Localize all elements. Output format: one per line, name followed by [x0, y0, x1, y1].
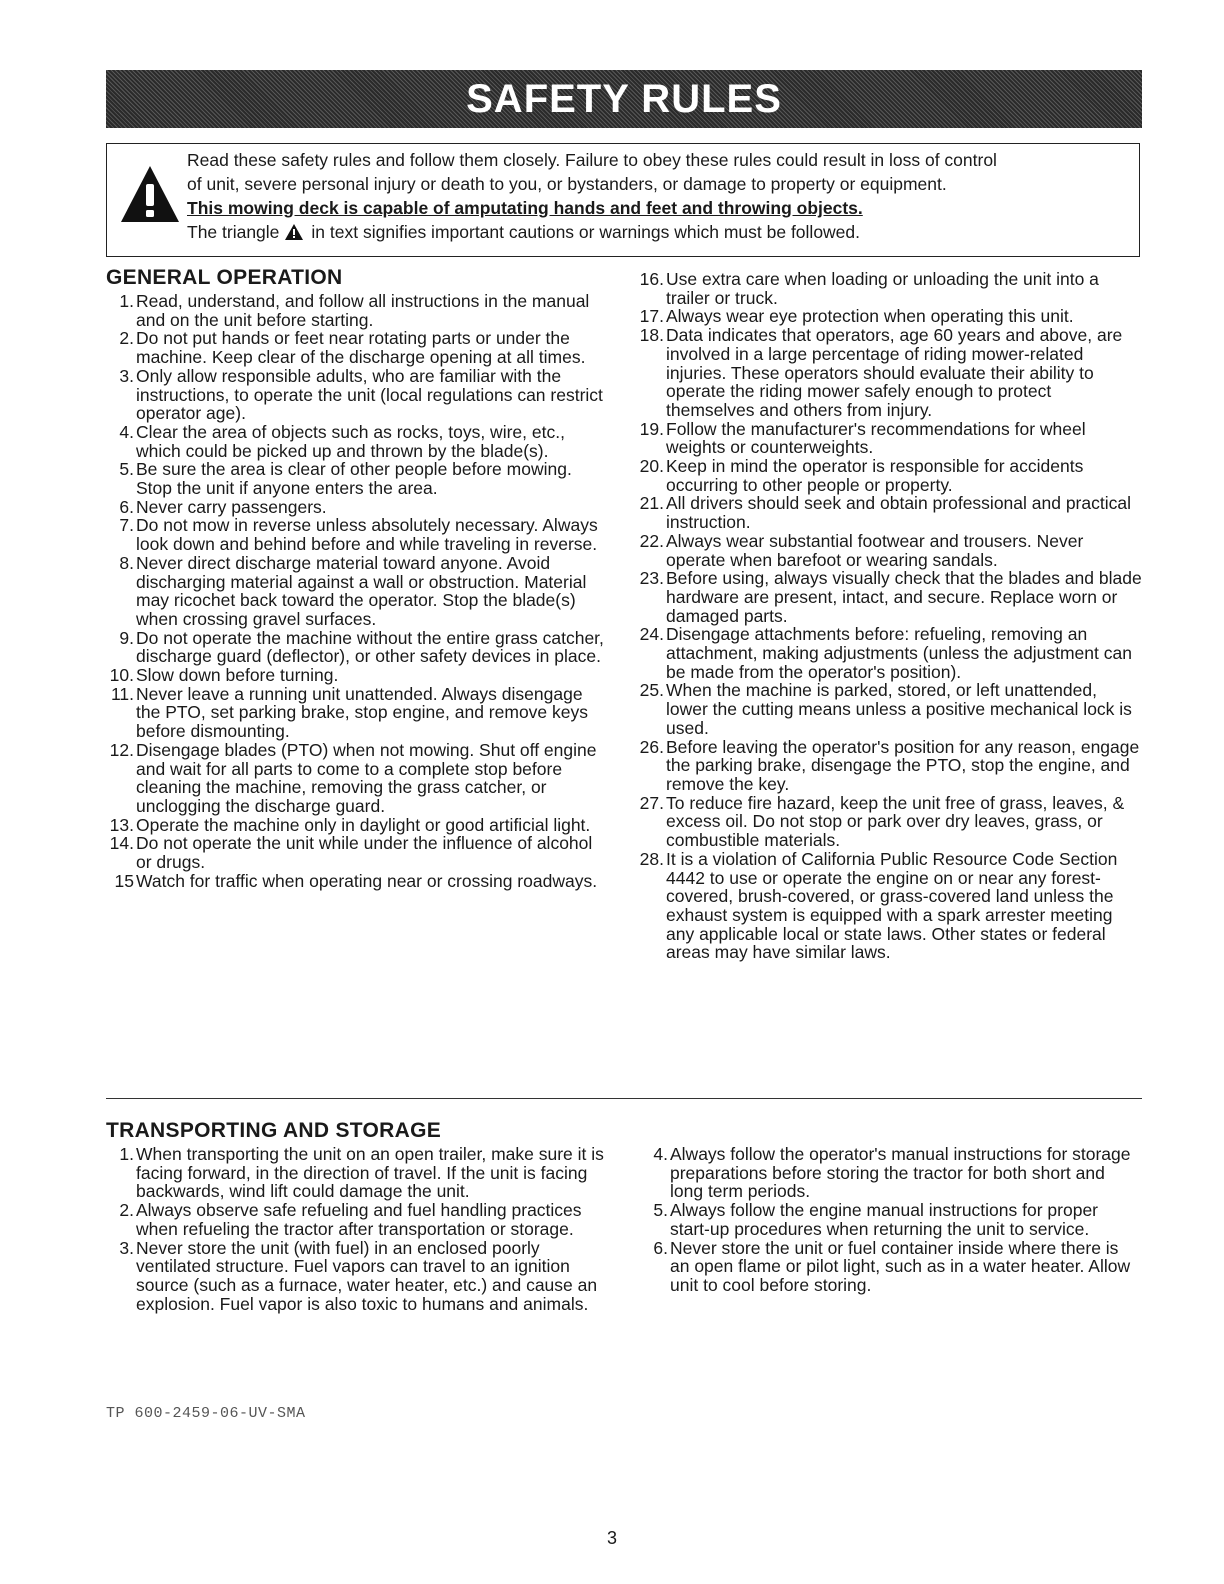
list-item [106, 834, 611, 871]
transport-list-right [640, 1145, 1142, 1295]
item-text: Do not mow in reverse unless absolutely necessary. Always look down and behind before and while traveling in reverse. [136, 515, 598, 555]
item-text: Never store the unit (with fuel) in an enclosed poorly ventilated structure. Fuel vapors can travel to an ignition source (such as a furnace, water heater, etc.) and cause an explosion. Fuel vapor is also toxic to humans and animals. [136, 1237, 598, 1314]
item-number: 13. [109, 814, 134, 835]
general-list-right [636, 270, 1142, 962]
list-item [640, 1239, 1142, 1295]
item-text: Use extra care when loading or unloading the unit into a trailer or truck. [666, 269, 1099, 308]
item-number: 21. [639, 493, 664, 514]
item-text: Always wear substantial footwear and trousers. Never operate when barefoot or wearing sandals. [666, 530, 1084, 570]
item-number: 6. [653, 1237, 668, 1258]
item-text: Read, understand, and follow all instructions in the manual and on the unit before starting. [136, 291, 590, 330]
list-item [636, 457, 1142, 494]
item-text: Disengage blades (PTO) when not mowing. Shut off engine and wait for all parts to come to a complete stop before cleaning the machine, removing the grass catcher, or unclogging the discharge guard. [136, 739, 597, 816]
section-divider [106, 1098, 1142, 1099]
list-item [636, 625, 1142, 681]
list-item [636, 738, 1142, 794]
list-item [106, 498, 611, 517]
item-text: Operate the machine only in daylight or good artificial light. [136, 814, 591, 835]
item-number: 25. [639, 680, 664, 701]
item-number: 6. [119, 496, 134, 517]
list-item [106, 685, 611, 741]
item-number: 26. [639, 736, 664, 757]
item-number: 12. [109, 739, 134, 760]
list-item [636, 794, 1142, 850]
item-number: 5. [653, 1200, 668, 1221]
list-item [636, 850, 1142, 962]
warning-bold-line: This mowing deck is capable of amputating hands and feet and throwing objects. [187, 198, 863, 218]
general-operation-right [636, 270, 1142, 962]
list-item [106, 629, 611, 666]
warning-box [106, 143, 1140, 257]
triangle-note-before: The triangle [187, 222, 280, 242]
item-number: 9. [119, 627, 134, 648]
item-text: Disengage attachments before: refueling, removing an attachment, making adjustments (unless the adjustment can be made from the operator's position). [666, 624, 1132, 682]
warning-triangle-icon [119, 164, 181, 224]
list-item [106, 367, 611, 423]
item-number: 16. [639, 269, 664, 289]
item-number: 20. [639, 456, 664, 477]
item-number: 24. [639, 624, 664, 645]
item-text: Always wear eye protection when operating this unit. [666, 306, 1074, 327]
item-number: 19. [639, 418, 664, 439]
list-item [640, 1201, 1142, 1238]
item-number: 17. [639, 306, 664, 327]
item-text: Do not put hands or feet near rotating parts or under the machine. Keep clear of the discharge opening at all times. [136, 328, 586, 368]
item-number: 1. [119, 291, 134, 311]
section-heading-transport: TRANSPORTING AND STORAGE [106, 1119, 442, 1142]
warning-line-1: Read these safety rules and follow them closely. Failure to obey these rules could result in loss of control [187, 150, 997, 170]
item-number: 18. [639, 325, 664, 346]
list-item [106, 872, 611, 891]
item-number: 15 [114, 870, 134, 891]
triangle-note [187, 221, 860, 243]
list-item [106, 292, 611, 329]
item-text: Clear the area of objects such as rocks, toys, wire, etc., which could be picked up and thrown by the blade(s). [136, 421, 565, 461]
item-number: 14. [109, 833, 134, 854]
item-text: Keep in mind the operator is responsible for accidents occurring to other people or property. [666, 456, 1084, 495]
item-text: Always follow the operator's manual instructions for storage preparations before storing the tractor for both short and long term periods. [670, 1144, 1131, 1202]
warning-line-2: of unit, severe personal injury or death to you, or bystanders, or damage to property or equipment. [187, 174, 947, 194]
item-text: Before using, always visually check that the blades and blade hardware are present, intact, and secure. Replace worn or damaged parts. [666, 568, 1142, 626]
item-text: To reduce fire hazard, keep the unit free of grass, leaves, & excess oil. Do not stop or park over dry leaves, grass, or combustible materials. [666, 792, 1125, 851]
list-item [640, 1145, 1142, 1201]
list-item [636, 532, 1142, 569]
list-item [106, 1145, 611, 1201]
list-item [636, 307, 1142, 326]
item-number: 8. [119, 552, 134, 573]
item-number: 1. [119, 1144, 134, 1164]
list-item [106, 1201, 611, 1238]
item-text: Never direct discharge material toward anyone. Avoid discharging material against a wall or obstruction. Material may ricochet back toward the operator. Stop the blade(s) when crossing gravel surfaces. [136, 552, 587, 629]
item-number: 2. [119, 328, 134, 349]
item-number: 27. [639, 792, 664, 813]
part-number: TP 600-2459-06-UV-SMA [106, 1405, 306, 1422]
general-list-left [106, 292, 611, 891]
list-item [106, 423, 611, 460]
item-text: Before leaving the operator's position for any reason, engage the parking brake, disengage the PTO, stop the engine, and remove the key. [666, 736, 1140, 794]
item-text: Never carry passengers. [136, 496, 327, 517]
list-item [106, 516, 611, 553]
triangle-note-after: in text signifies important cautions or warnings which must be followed. [311, 222, 861, 242]
item-number: 4. [119, 421, 134, 442]
item-text: Never store the unit or fuel container inside where there is an open flame or pilot light, such as in a water heater. Allow unit to cool before storing. [670, 1237, 1131, 1295]
item-text: Follow the manufacturer's recommendations for wheel weights or counterweights. [666, 418, 1086, 458]
page-number: 3 [606, 1528, 617, 1548]
list-item [106, 554, 611, 629]
item-text: Always follow the engine manual instructions for proper start-up procedures when returning the unit to service. [670, 1200, 1098, 1239]
item-text: Do not operate the unit while under the influence of alcohol or drugs. [136, 833, 593, 873]
list-item [636, 270, 1142, 307]
list-item [106, 741, 611, 816]
list-item [106, 329, 611, 366]
item-number: 2. [119, 1200, 134, 1221]
list-item [636, 420, 1142, 457]
list-item [106, 666, 611, 685]
item-text: Never leave a running unit unattended. Always disengage the PTO, set parking brake, stop engine, and remove keys before dismounting. [136, 683, 589, 742]
item-text: Watch for traffic when operating near or crossing roadways. [136, 870, 598, 891]
list-item [636, 569, 1142, 625]
list-item [106, 460, 611, 497]
item-text: All drivers should seek and obtain professional and practical instruction. [666, 493, 1131, 533]
item-number: 10. [109, 665, 134, 686]
list-item [636, 681, 1142, 737]
item-text: Only allow responsible adults, who are familiar with the instructions, to operate the unit (local regulations can restrict operator age). [136, 365, 603, 424]
page-title: SAFETY RULES [466, 76, 782, 121]
item-number: 23. [639, 568, 664, 589]
item-text: Do not operate the machine without the entire grass catcher, discharge guard (deflector), or other safety devices in place. [136, 627, 604, 667]
item-text: When the machine is parked, stored, or left unattended, lower the cutting means unless a positive mechanical lock is used. [666, 680, 1132, 738]
list-item [106, 1239, 611, 1314]
list-item [636, 494, 1142, 531]
transport-left [106, 1119, 611, 1313]
inline-warning-icon [285, 224, 303, 240]
item-number: 22. [639, 530, 664, 551]
item-text: It is a violation of California Public Resource Code Section 4442 to use or operate the engine on or near any forest-covered, brush-covered, or grass-covered land unless the exhaust system is equipped with a spark arrester meeting any applicable local or state laws. Other states or federal areas may have similar laws. [666, 848, 1118, 963]
list-item [636, 326, 1142, 420]
list-item [106, 816, 611, 835]
transport-right [640, 1145, 1142, 1295]
general-operation-left [106, 266, 611, 891]
item-number: 4. [653, 1144, 668, 1164]
transport-list-left [106, 1145, 611, 1313]
item-text: Always observe safe refueling and fuel handling practices when refueling the tractor after transportation or storage. [136, 1200, 582, 1239]
item-number: 7. [119, 515, 134, 536]
item-text: When transporting the unit on an open trailer, make sure it is facing forward, in the direction of travel. If the unit is facing backwards, wind lift could damage the unit. [136, 1144, 604, 1202]
section-heading-general: GENERAL OPERATION [106, 266, 343, 289]
item-number: 11. [110, 683, 134, 704]
page-banner [106, 70, 1142, 128]
item-number: 28. [639, 848, 664, 869]
item-number: 3. [119, 1237, 134, 1258]
item-text: Slow down before turning. [136, 665, 339, 686]
item-number: 3. [119, 365, 134, 386]
item-text: Data indicates that operators, age 60 years and above, are involved in a large percentage of riding mower-related injuries. These operators should evaluate their ability to operate the riding mower safely enough to protect themselves and others from injury. [666, 325, 1123, 420]
item-number: 5. [119, 459, 134, 480]
item-text: Be sure the area is clear of other people before mowing. Stop the unit if anyone enters the area. [136, 459, 572, 499]
